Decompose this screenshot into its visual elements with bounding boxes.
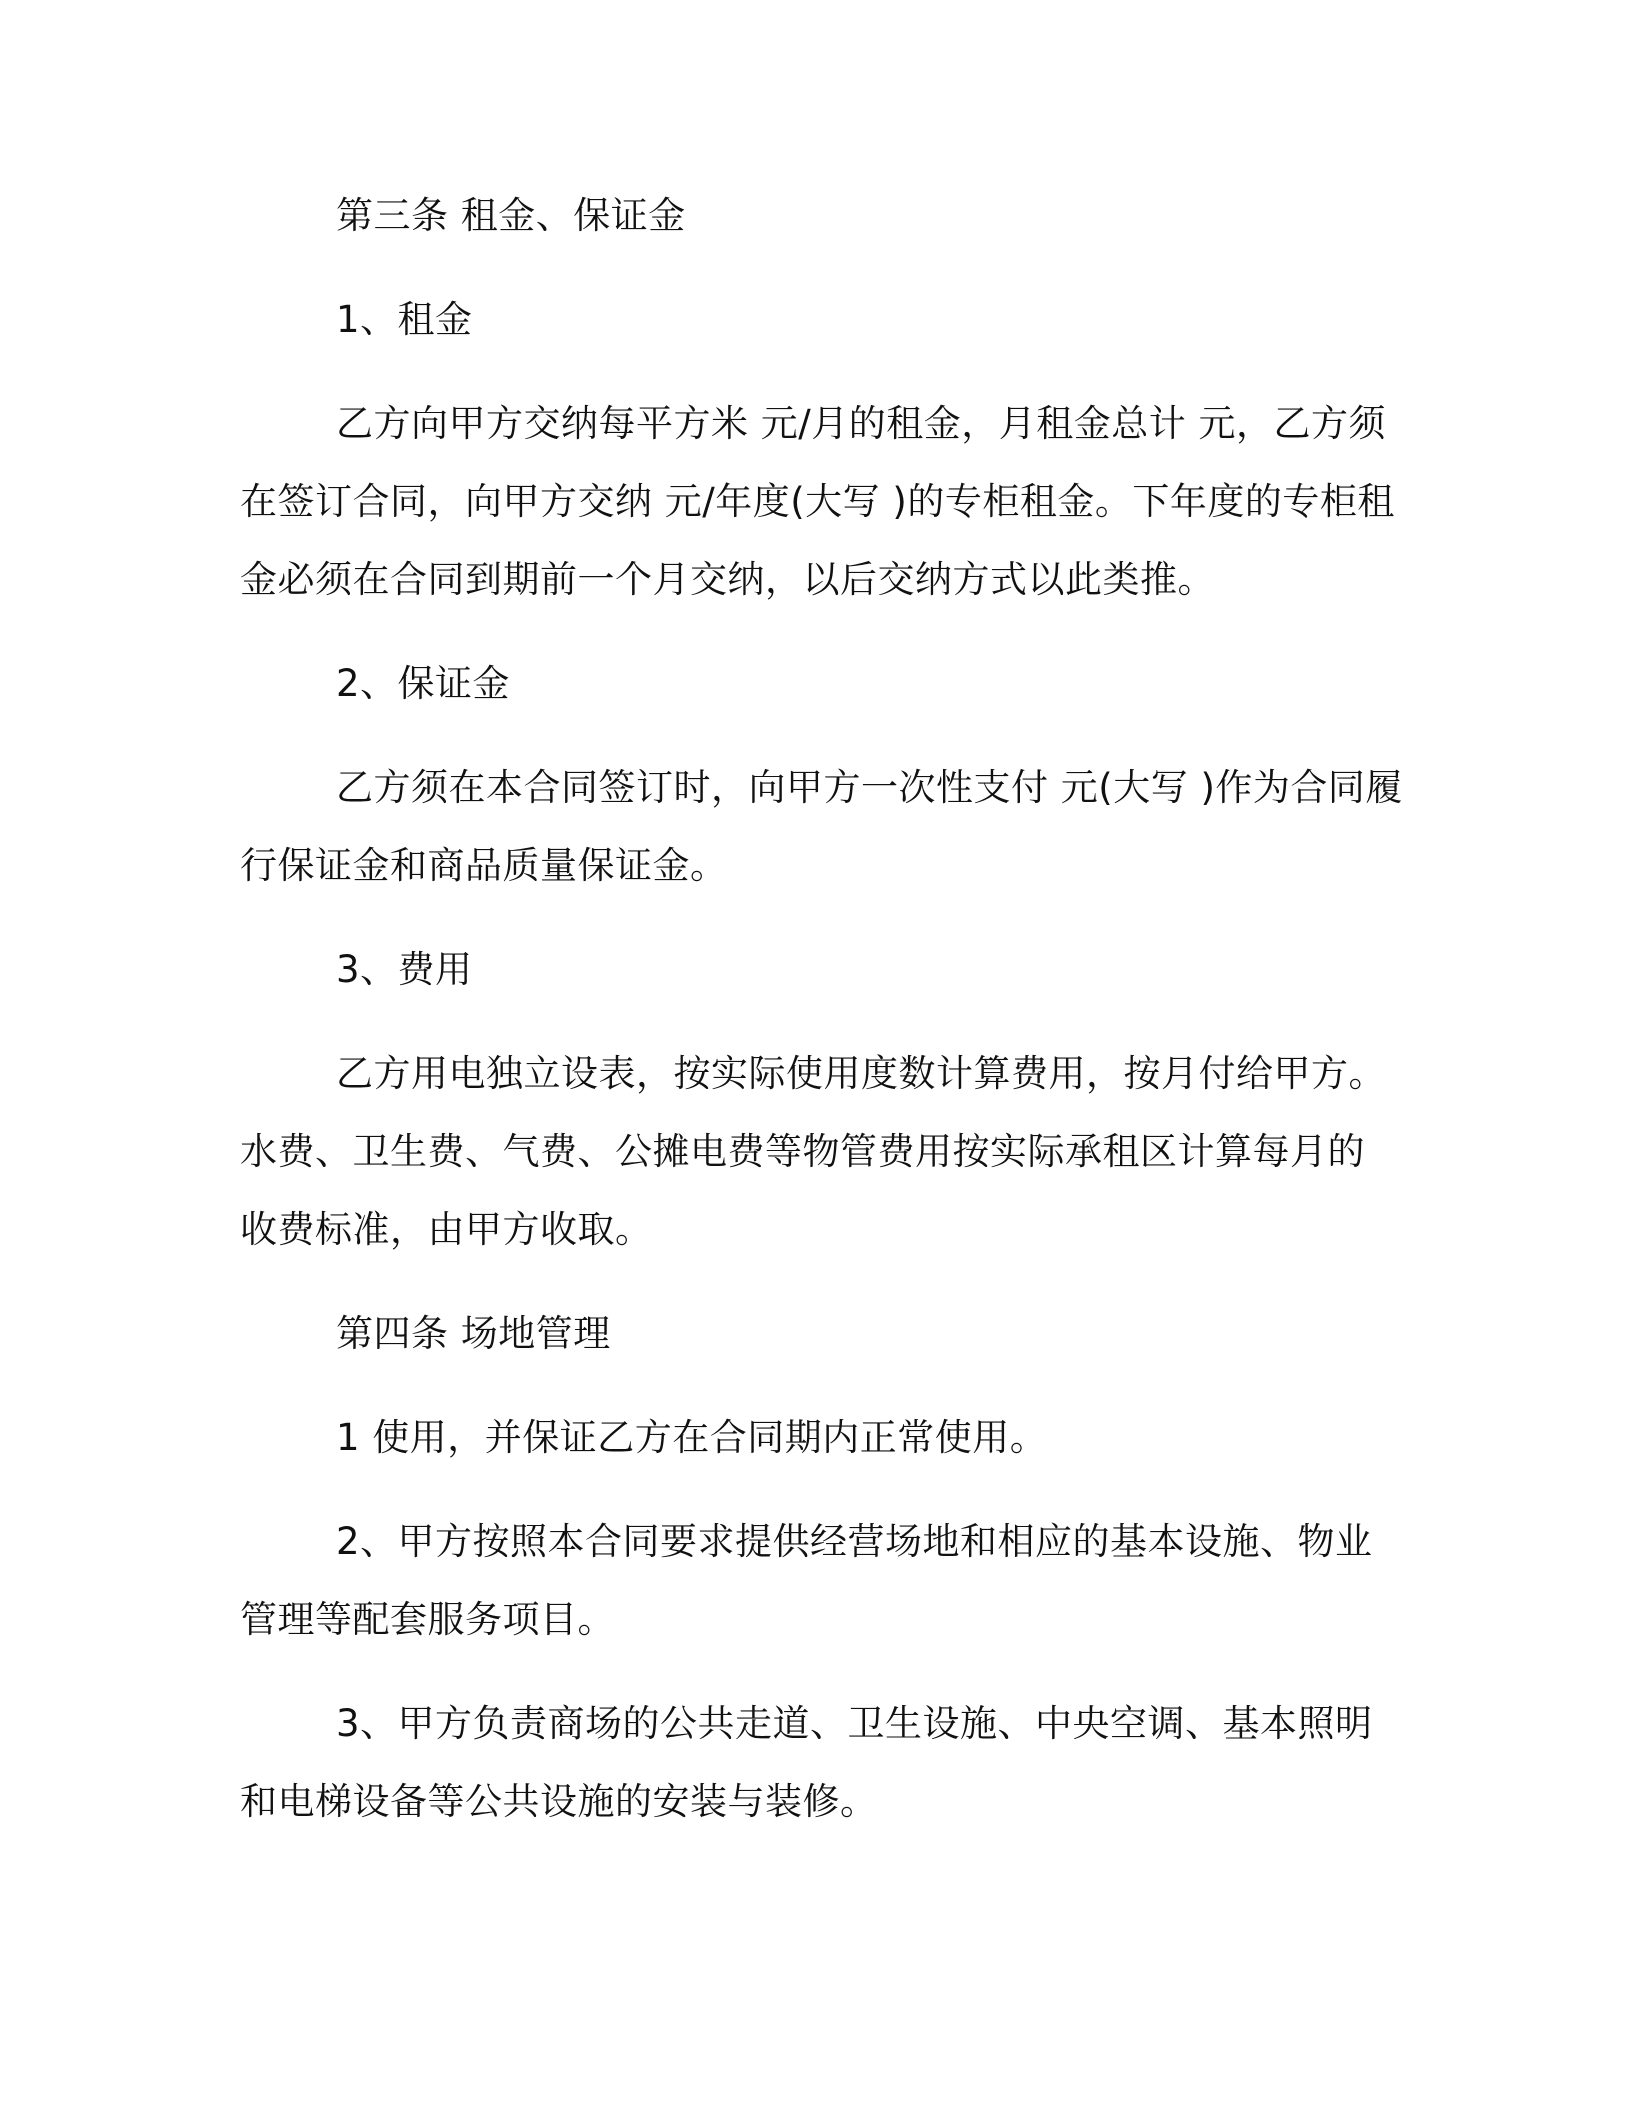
paragraph-line: 乙方须在本合同签订时，向甲方一次性支付 元(大写 )作为合同履 [336,766,1403,809]
paragraph-line: 在签订合同，向甲方交纳 元/年度(大写 )的专柜租金。下年度的专柜租 [240,480,1395,523]
paragraph-line: 2、甲方按照本合同要求提供经营场地和相应的基本设施、物业 [336,1520,1373,1563]
article-3-heading: 第三条 租金、保证金 [336,194,686,237]
paragraph-line: 行保证金和商品质量保证金。 [240,844,728,887]
paragraph-line: 水费、卫生费、气费、公摊电费等物管费用按实际承租区计算每月的 [240,1130,1365,1173]
section-rent-heading: 1、租金 [336,298,473,341]
paragraph-line: 金必须在合同到期前一个月交纳，以后交纳方式以此类推。 [240,558,1215,601]
article-4-heading: 第四条 场地管理 [336,1312,611,1355]
paragraph-line: 乙方用电独立设表，按实际使用度数计算费用，按月付给甲方。 [336,1052,1386,1095]
paragraph-line: 乙方向甲方交纳每平方米 元/月的租金，月租金总计 元，乙方须 [336,402,1386,445]
section-deposit-heading: 2、保证金 [336,662,511,705]
paragraph-line: 1 使用，并保证乙方在合同期内正常使用。 [336,1416,1048,1459]
paragraph-line: 管理等配套服务项目。 [240,1598,615,1641]
paragraph-line: 收费标准，由甲方收取。 [240,1208,653,1251]
paragraph-line: 3、甲方负责商场的公共走道、卫生设施、中央空调、基本照明 [336,1702,1373,1745]
paragraph-line: 和电梯设备等公共设施的安装与装修。 [240,1780,878,1823]
section-fees-heading: 3、费用 [336,948,473,991]
